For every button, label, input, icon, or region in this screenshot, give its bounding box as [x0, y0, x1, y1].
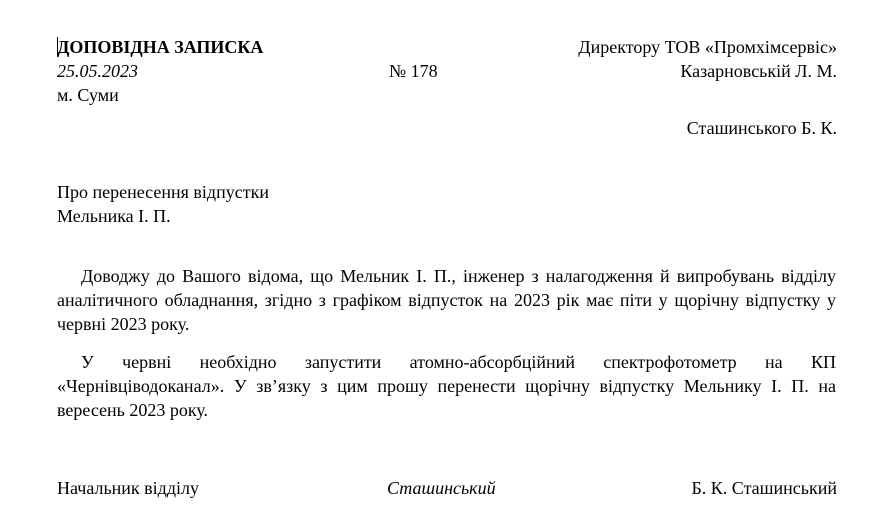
subject-line-1: Про перенесення відпустки — [57, 182, 269, 202]
document-number-text: № 178 — [389, 61, 438, 81]
body-paragraph-2: У червні необхідно запустити атомно-абсорбційний спектрофотометр на КП «Чернівціводоканал». У зв’язку з цим прошу перенести щорічну відпустку Мельнику І. П. на вересень 2023 року. — [57, 352, 836, 420]
addressee-line-2: Казарновській Л. М. — [680, 61, 837, 81]
document-type-title: ДОПОВІДНА ЗАПИСКА — [57, 37, 264, 57]
body-paragraph-1: Доводжу до Вашого відома, що Мельник І. П., інженер з налагодження й випробувань відділу аналітичного обладнання, згідно з графіком відпусток на 2023 рік має піти у щорічну відпустку у червні 2023 року. — [57, 266, 836, 334]
sender-name: Сташинського Б. К. — [686, 118, 837, 138]
addressee-line-1: Директору ТОВ «Промхімсервіс» — [578, 37, 837, 57]
document-city: м. Суми — [57, 85, 119, 105]
document-date: 25.05.2023 — [57, 61, 138, 81]
signature-position: Начальник відділу — [57, 478, 199, 498]
subject-line-2: Мельника І. П. — [57, 206, 171, 226]
signature-handwritten: Сташинський — [387, 478, 496, 498]
document-number — [389, 59, 438, 83]
signature-name: Б. К. Сташинський — [691, 478, 837, 498]
